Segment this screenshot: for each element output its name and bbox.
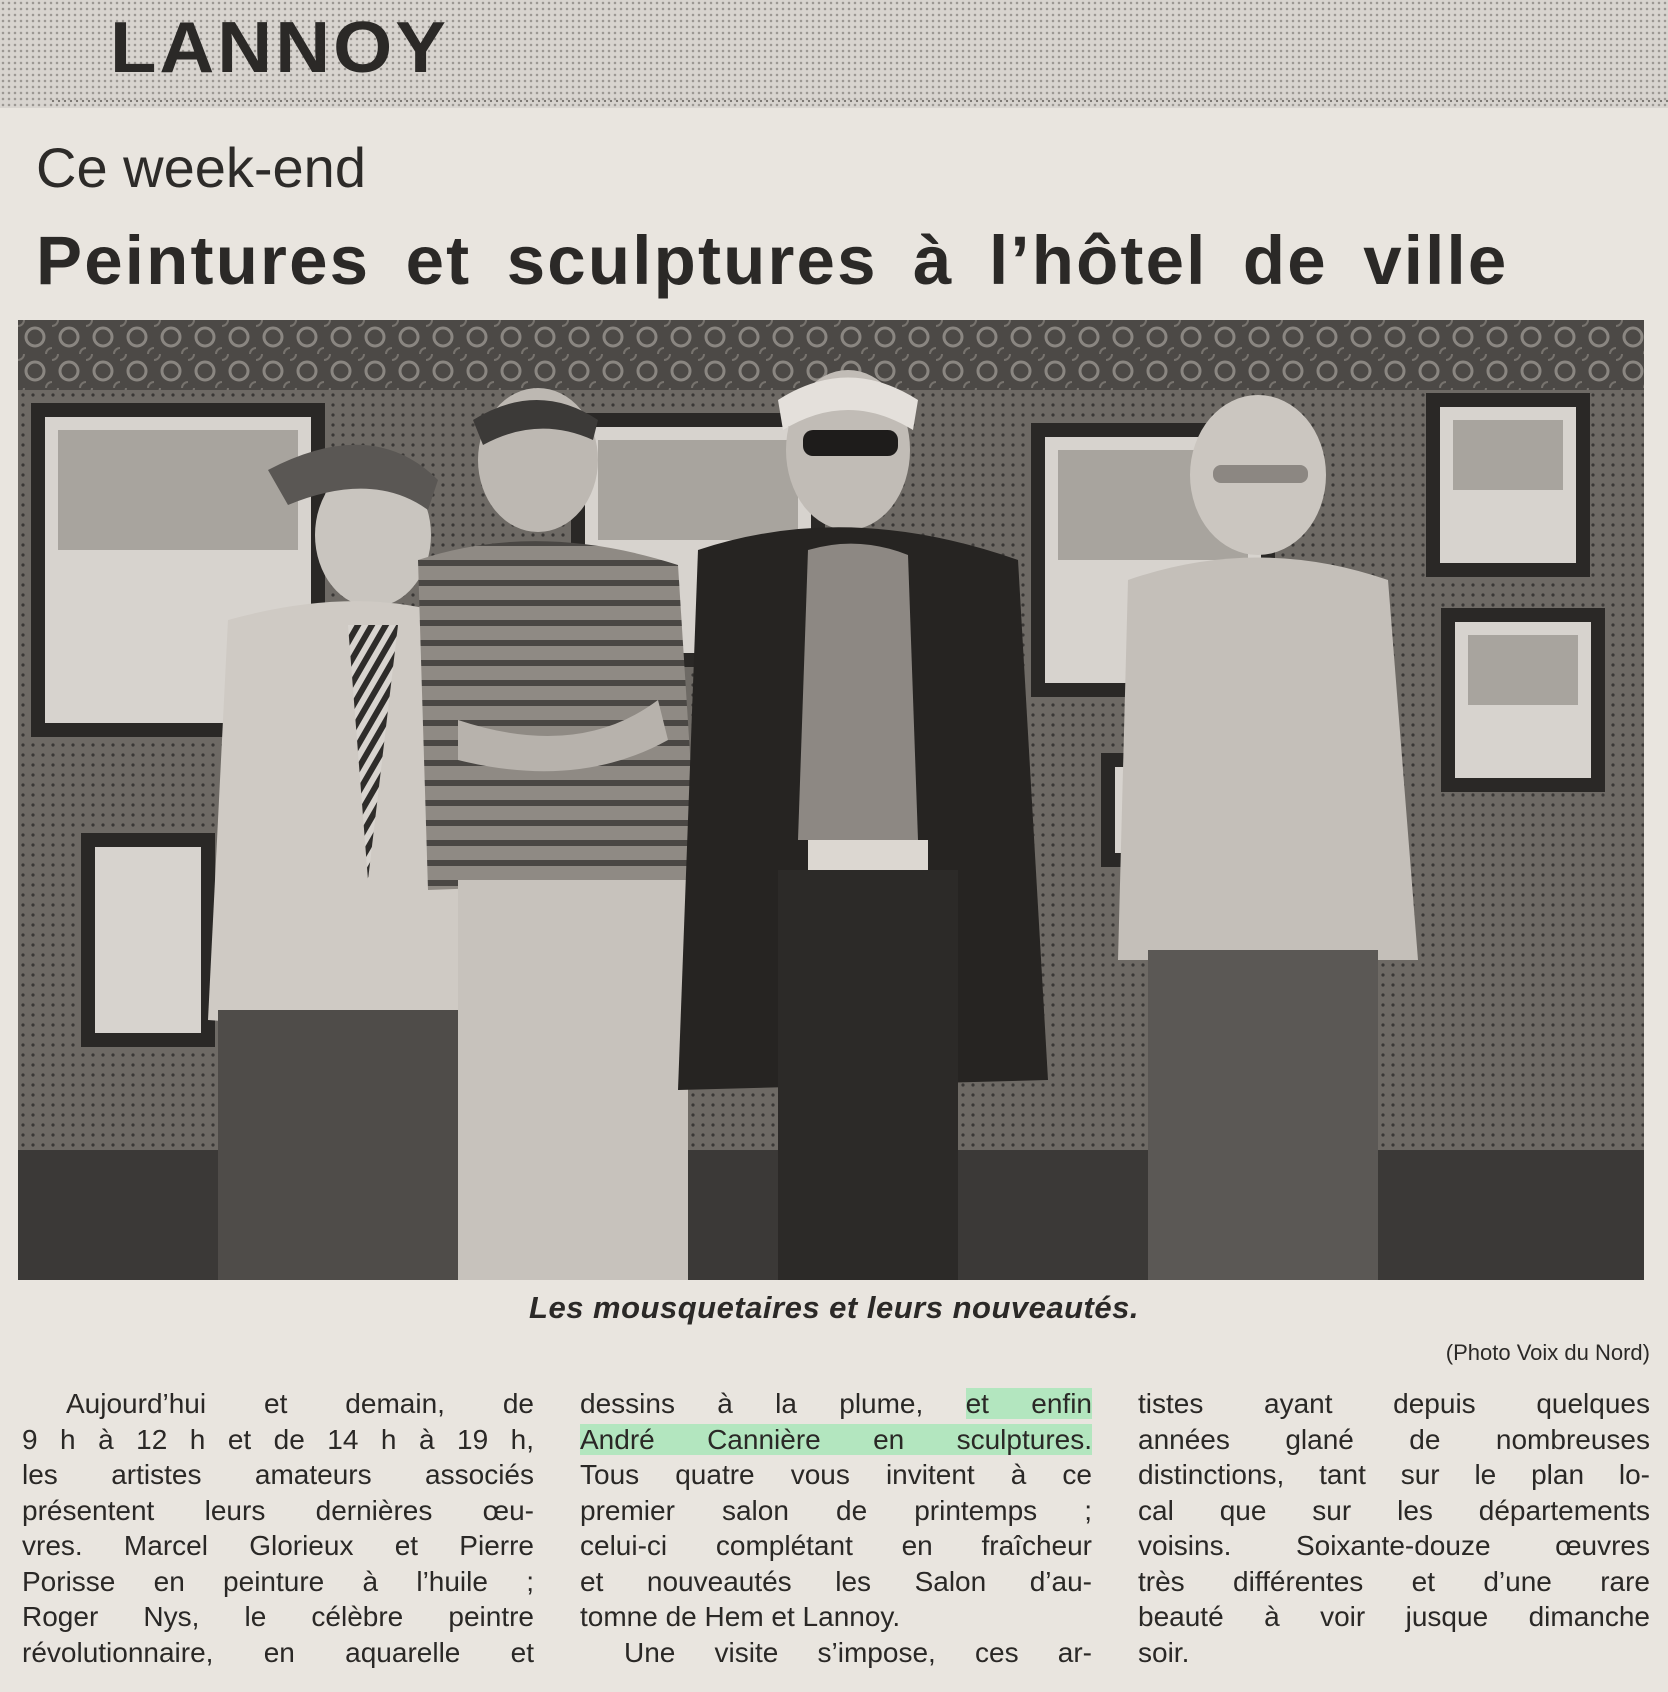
- text-line: très différentes et d’une rare: [1138, 1565, 1650, 1597]
- text-line: Aujourd’hui et demain, de: [66, 1388, 534, 1419]
- text-line: révolutionnaire, en aquarelle et: [22, 1636, 534, 1668]
- text-line: et nouveautés les Salon d’au-: [580, 1565, 1092, 1597]
- text-line: 9 h à 12 h et de 14 h à 19 h,: [22, 1423, 534, 1455]
- article-column-2: [580, 1386, 1092, 1670]
- article-column-3: [1138, 1386, 1650, 1670]
- text-line: beauté à voir jusque dimanche: [1138, 1601, 1650, 1632]
- photo-illustration: [18, 320, 1644, 1280]
- text-line: cal que sur les départements: [1138, 1494, 1650, 1526]
- text-line: Une visite s’impose, ces ar-: [624, 1636, 1092, 1668]
- article-photo: [18, 320, 1644, 1280]
- text-line: [580, 1386, 1092, 1422]
- photo-credit: (Photo Voix du Nord): [1445, 1340, 1650, 1365]
- text-line: années glané de nombreuses: [1138, 1423, 1650, 1455]
- text-line: Tous quatre vous invitent à ce: [580, 1459, 1092, 1490]
- text-line: tistes ayant depuis quelques: [1138, 1388, 1650, 1419]
- text-line: tomne de Hem et Lannoy.: [580, 1601, 901, 1632]
- section-title: LANNOY: [110, 7, 449, 88]
- article-kicker: Ce week-end: [36, 136, 366, 199]
- text-line: Porisse en peinture à l’huile ;: [22, 1565, 534, 1597]
- highlighted-text: André Cannière en sculptures.: [580, 1423, 1092, 1455]
- photo-caption: Les mousquetaires et leurs nouveautés.: [529, 1290, 1139, 1325]
- text-line: les artistes amateurs associés: [22, 1459, 534, 1490]
- text-line: premier salon de printemps ;: [580, 1494, 1092, 1526]
- article-headline: Peintures et sculptures à l’hôtel de ville: [36, 222, 1509, 299]
- header-divider: [50, 98, 1668, 104]
- text-line: celui-ci complétant en fraîcheur: [580, 1530, 1092, 1561]
- text-line: présentent leurs dernières œu-: [22, 1494, 534, 1526]
- text-line: soir.: [1138, 1636, 1190, 1668]
- text-line: Roger Nys, le célèbre peintre: [22, 1601, 534, 1632]
- text-fragment: dessins à la plume,: [580, 1388, 966, 1419]
- text-line: distinctions, tant sur le plan lo-: [1138, 1459, 1650, 1490]
- highlighted-text: et enfin: [965, 1388, 1092, 1419]
- text-line: [580, 1422, 1092, 1458]
- article-column-1: [22, 1386, 534, 1670]
- text-line: vres. Marcel Glorieux et Pierre: [22, 1530, 534, 1561]
- text-line: voisins. Soixante-douze œuvres: [1138, 1530, 1650, 1561]
